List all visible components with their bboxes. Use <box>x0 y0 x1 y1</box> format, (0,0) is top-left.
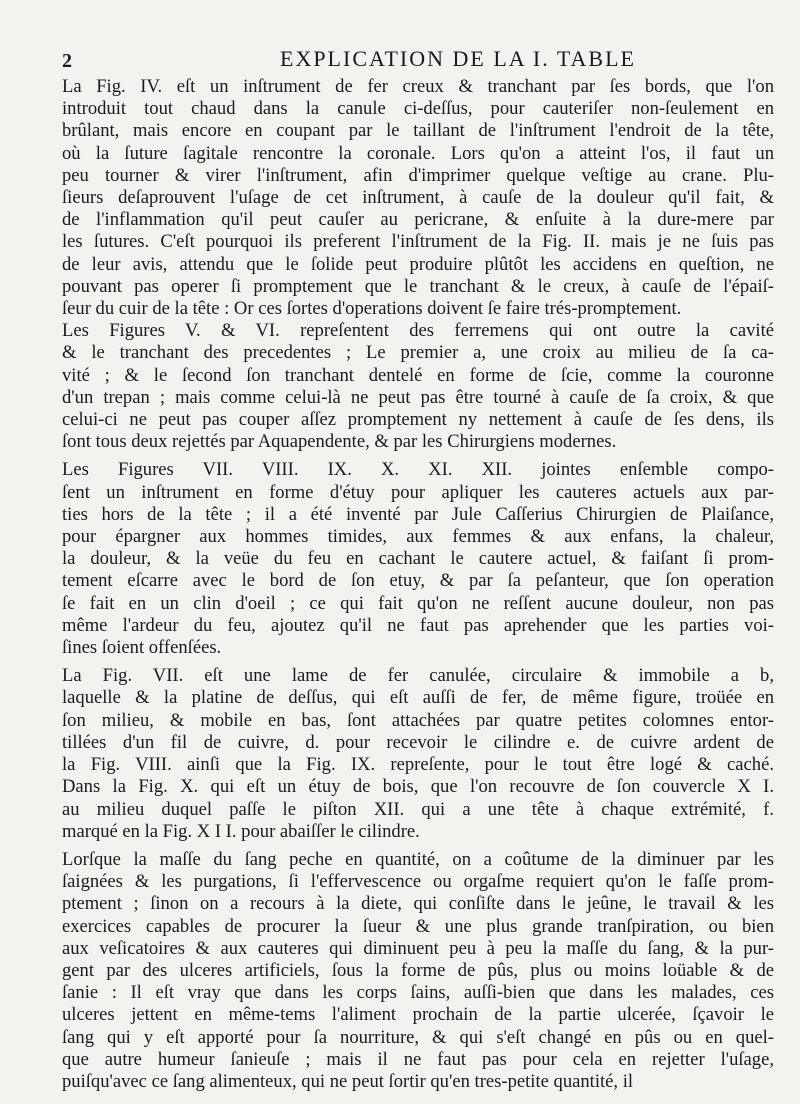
text-line: ptement ; ſinon on a recours à la diete, qui conſiſte dans le jeûne, le travail & les <box>62 893 774 915</box>
paragraph <box>62 665 774 843</box>
text-line: gent par des ulceres artificiels, ſous la forme de pûs, plus ou moins loüable & de <box>62 959 774 981</box>
text-line: laquelle & la platine de deſſus, qui eſt auſſi de fer, de même figure, troüée en <box>62 687 774 709</box>
text-line: exercices capables de procurer la ſueur & une plus grande tranſpiration, ou bien <box>62 915 774 937</box>
text-line: où la ſuture ſagitale rencontre la coronale. Lors qu'on a atteint l'os, il faut un <box>62 142 774 164</box>
running-title: EXPLICATION DE LA I. TABLE <box>280 46 636 71</box>
text-line: ſines ſoient offenſées. <box>62 637 222 659</box>
text-line: ulceres jettent en même-tems l'aliment prochain de la partie ulcerée, ſçavoir le <box>62 1004 774 1026</box>
text-line: introduit tout chaud dans la canule ci-deſſus, pour cauteriſer non-ſeulement en <box>62 98 774 120</box>
text-line: tement eſcarre avec le bord de ſon etuy, & par ſa peſanteur, que ſon operation <box>62 570 774 592</box>
text-line: ties hors de la tête ; il a été inventé par Jule Caſſerius Chirurgien de Plaiſance, <box>62 503 774 525</box>
text-line: ſe fait en un clin d'oeil ; ce qui fait qu'on ne reſſent aucune douleur, non pas <box>62 592 774 614</box>
text-line: au milieu duquel paſſe le piſton XII. qui a une tête à chaque extrémité, f. <box>62 798 774 820</box>
text-line: aux veſicatoires & aux cauteres qui diminuent peu à peu la maſſe du ſang, & la pur- <box>62 937 774 959</box>
text-line: pour épargner aux hommes timides, aux femmes & aux enfans, la chaleur, <box>62 526 774 548</box>
text-line: ſon milieu, & mobile en bas, ſont attachées par quatre petites colomnes entor- <box>62 709 774 731</box>
text-line: La Fig. VII. eſt une lame de fer canulée, circulaire & immobile a b, <box>62 665 774 687</box>
text-line: ſanie : Il eſt vray que dans les corps ſains, auſſi-bien que dans les malades, ces <box>62 982 774 1004</box>
text-line: ſang qui y eſt apporté pour ſa nourriture, & qui s'eſt changé en pûs ou en quel- <box>62 1026 774 1048</box>
text-line: les ſutures. C'eſt pourquoi ils preferent l'inſtrument de la Fig. II. mais je ne ſuis pas <box>62 231 774 253</box>
body-text <box>62 76 774 1093</box>
text-line: ſent un inſtrument en forme d'étuy pour apliquer les cauteres actuels aux par- <box>62 481 774 503</box>
text-line: ſeur du cuir de la tête : Or ces ſortes d'operations doivent ſe faire trés-promptement. <box>62 298 682 320</box>
text-line: d'un trepan ; mais comme celui-là ne peut pas être tourné à cauſe de ſa croix, & que <box>62 386 774 408</box>
page-header <box>62 40 774 76</box>
text-line: puiſqu'avec ce ſang alimenteux, qui ne peut ſortir qu'en tres-petite quantité, il <box>62 1070 634 1092</box>
paragraph <box>62 849 774 1093</box>
text-line: ſont tous deux rejettés par Aquapendente, & par les Chirurgiens modernes. <box>62 431 617 453</box>
text-line: & le tranchant des precedentes ; Le premier a, une croix au milieu de ſa ca- <box>62 342 774 364</box>
text-line: la douleur, & la veüe du feu en cachant le cautere actuel, & faiſant ſi prom- <box>62 548 774 570</box>
text-line: celui-ci ne peut pas couper aſſez promptement ny nettement à cauſe de ſes dens, ils <box>62 409 774 431</box>
text-line: de l'inflammation qu'il peut cauſer au pericrane, & enſuite à la dure-mere par <box>62 209 774 231</box>
text-line: tillées d'un fil de cuivre, d. pour recevoir le cilindre e. de cuivre ardent de <box>62 731 774 753</box>
text-line: ſaignées & les purgations, ſi l'effervescence ou orgaſme requiert qu'on le faſſe prom- <box>62 871 774 893</box>
text-line: Dans la Fig. X. qui eſt un étuy de bois, que l'on recouvre de ſon couvercle X I. <box>62 776 774 798</box>
page-number: 2 <box>62 50 72 72</box>
text-line: même l'ardeur du feu, ajoutez qu'il ne faut pas aprehender que les parties voi- <box>62 614 774 636</box>
text-line: pouvant pas operer ſi promptement que le tranchant & le creux, à cauſe de l'épaiſ- <box>62 275 774 297</box>
text-line: marqué en la Fig. X I I. pour abaiſſer le cilindre. <box>62 820 420 842</box>
text-line: Les Figures VII. VIII. IX. X. XI. XII. jointes enſemble compo- <box>62 459 774 481</box>
paragraph <box>62 320 774 453</box>
text-line: que autre humeur ſanieuſe ; mais il ne faut pas pour cela en rejetter l'uſage, <box>62 1048 774 1070</box>
text-line: La Fig. IV. eſt un inſtrument de fer creux & tranchant par ſes bords, que l'on <box>62 76 774 97</box>
text-line: la Fig. VIII. ainſi que la Fig. IX. repreſente, pour le tout être logé & caché. <box>62 754 774 776</box>
text-line: peu tourner & virer l'inſtrument, afin d'imprimer quelque veſtige au crane. Plu- <box>62 164 774 186</box>
text-line: Lorſque la maſſe du ſang peche en quantité, on a coûtume de la diminuer par les <box>62 848 774 870</box>
text-line: brûlant, mais encore en coupant par le taillant de l'inſtrument l'endroit de la tête, <box>62 120 774 142</box>
paragraph <box>62 76 774 320</box>
text-line: Les Figures V. & VI. repreſentent des ferremens qui ont outre la cavité <box>62 320 774 342</box>
paragraph <box>62 459 774 659</box>
text-line: vité ; & le ſecond ſon tranchant dentelé en forme de ſcie, comme la couronne <box>62 364 774 386</box>
text-line: de leur avis, attendu que le ſolide peut produire plûtôt les accidens en queſtion, ne <box>62 253 774 275</box>
text-line: ſieurs deſaprouvent l'uſage de cet inſtrument, à cauſe de la douleur qu'il fait, & <box>62 187 774 209</box>
